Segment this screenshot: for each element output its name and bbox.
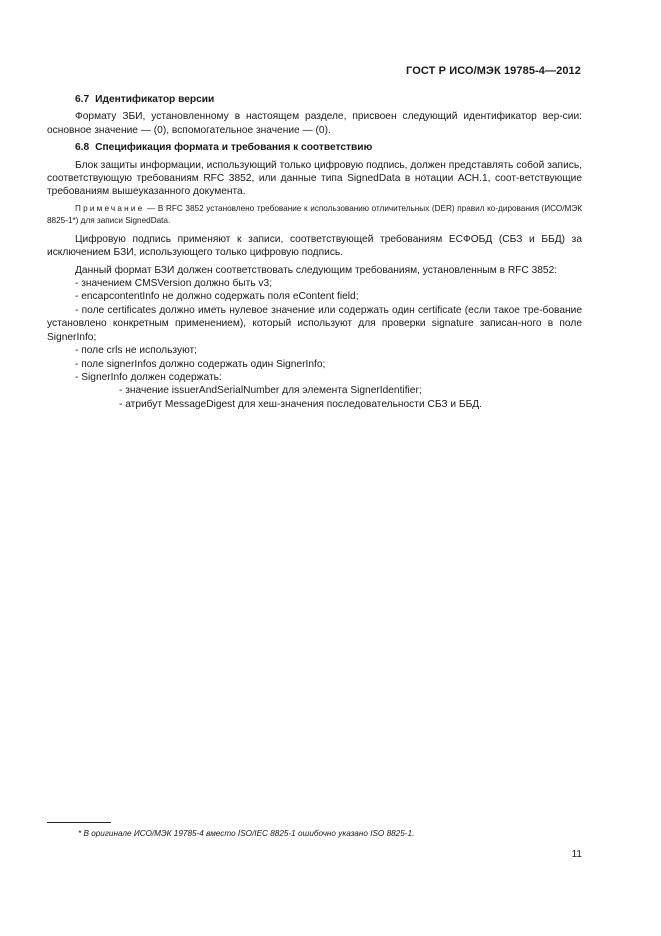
note-text: — В RFC 3852 установлено требование к использованию отличительных (DER) правил ко-дирования (ИСО/МЭК 8825-1*) для записи SignedData. [47, 203, 582, 225]
section-6-8-heading [75, 141, 582, 154]
section-title: Идентификатор версии [95, 94, 215, 105]
section-6-7-paragraph: Формату ЗБИ, установленному в настоящем разделе, присвоен следующий идентификатор вер-сии: основное значение — (0), вспомогательное значение — (0). [47, 111, 582, 136]
list-item: - SignerInfo должен содержать: [75, 371, 222, 383]
footnote: * В оригинале ИСО/МЭК 19785-4 вместо ISO/IEC 8825-1 ошибочно указано ISO 8825-1. [78, 829, 415, 838]
list-item: - поле certificates должно иметь нулевое значение или содержать один certificate (если такое тре-бование установлено конкретным применением), который используют для проверки signature записан-ного в поле SignerInfo; [47, 304, 582, 343]
section-6-7-heading [75, 93, 582, 106]
note [47, 203, 582, 227]
list-item: - поле signerInfos должно содержать один SignerInfo; [75, 358, 326, 370]
page-content [47, 93, 582, 411]
section-6-8-paragraph-1: Блок защиты информации, использующий только цифровую подпись, должен представлять собой запись, соответствующую требованиям RFC 3852, или данные типа SignedData в нотации АСН.1, соот-ветствующие требованиям вышеуказанного документа. [47, 159, 582, 198]
list-item: - поле crls не используют; [75, 345, 197, 357]
sub-list-item: - значение issuerAndSerialNumber для элемента SignerIdentifier; [119, 385, 422, 397]
section-number: 6.8 [75, 142, 90, 154]
section-title: Спецификация формата и требования к соответствию [95, 142, 373, 154]
list-item: - значением CMSVersion должно быть v3; [75, 278, 273, 290]
page-number: 11 [571, 849, 582, 860]
footnote-divider [47, 822, 111, 823]
list-item: - encapcontentInfo не должно содержать поля eContent field; [75, 291, 359, 303]
section-6-8-paragraph-2: Цифровую подпись применяют к записи, соответствующей требованиям ЕСФОБД (СБЗ и ББД) за исключением БЗИ, использующего только цифровую подпись. [47, 233, 582, 259]
page-header-standard-id: ГОСТ Р ИСО/МЭК 19785-4—2012 [406, 65, 581, 77]
section-number: 6.7 [75, 94, 90, 105]
note-label: Примечание [75, 203, 145, 213]
sub-list-item: - атрибут MessageDigest для хеш-значения последовательности СБЗ и ББД. [119, 398, 483, 410]
section-6-8-paragraph-3: Данный формат БЗИ должен соответствовать следующим требованиям, установленным в RFC 3852: [75, 264, 558, 276]
